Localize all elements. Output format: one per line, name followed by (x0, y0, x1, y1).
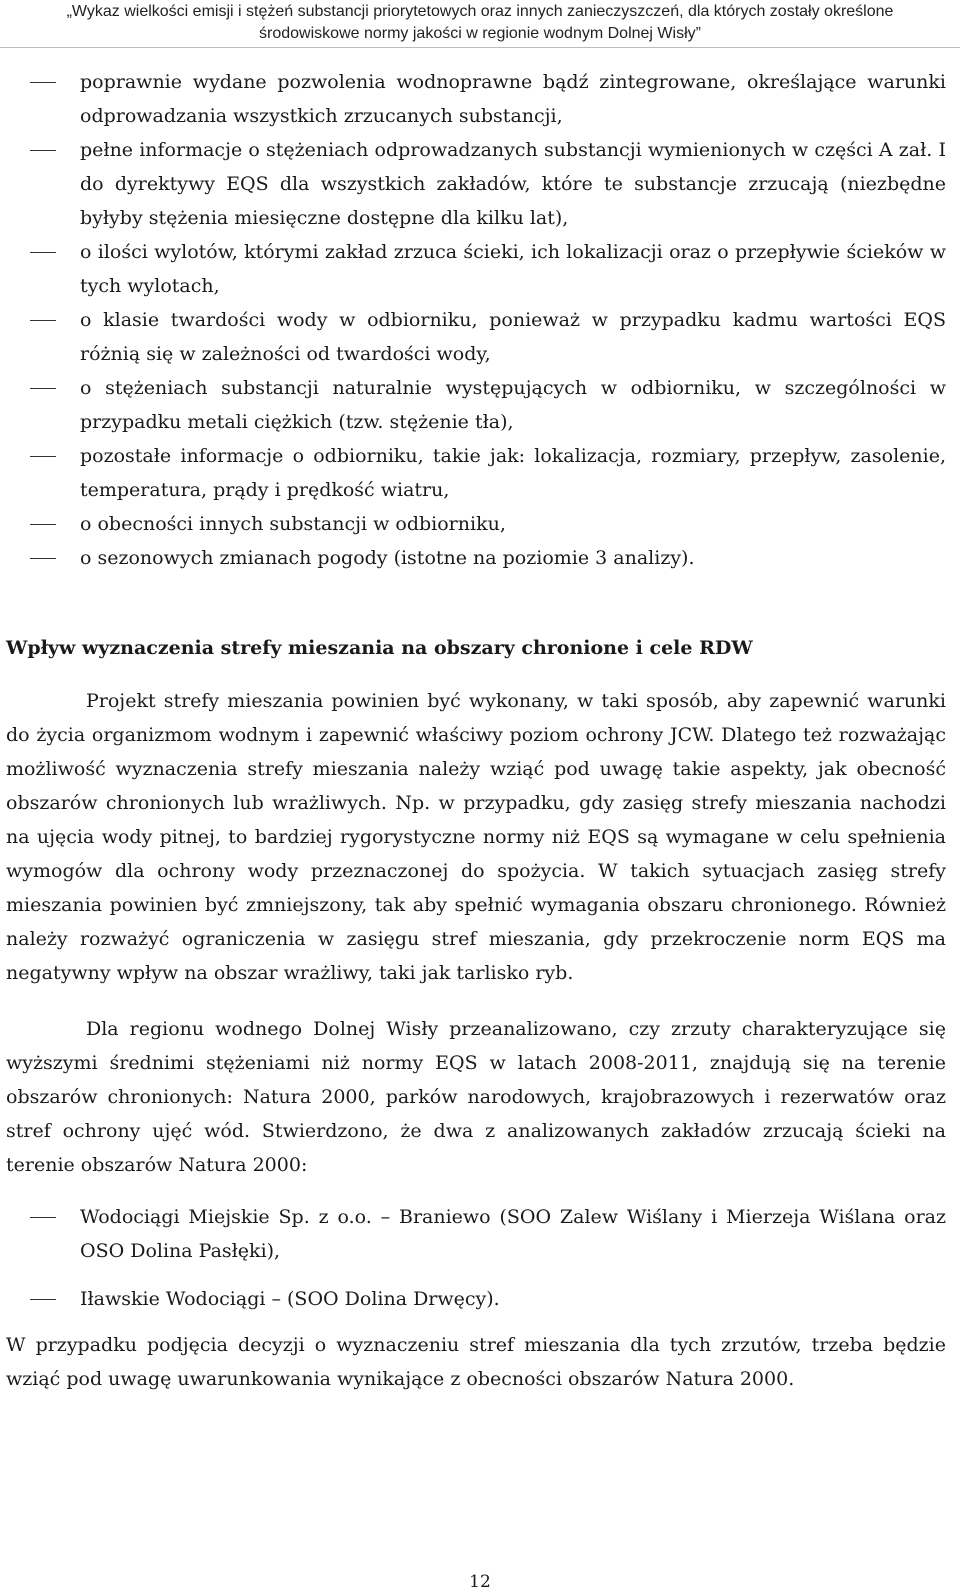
dash-bullet (30, 1217, 56, 1218)
list-item-text: o obecności innych substancji w odbiorniku, (80, 513, 506, 535)
list-item-text: Wodociągi Miejskie Sp. z o.o. – Braniewo (SOO Zalew Wiślany i Mierzeja Wiślana oraz OSO Dolina Pasłęki), (80, 1206, 946, 1262)
dash-bullet (30, 388, 56, 389)
paragraph-conclusion: W przypadku podjęcia decyzji o wyznaczeniu stref mieszania dla tych zrzutów, trzeba będzie wziąć pod uwagę uwarunkowania wynikające z obecności obszarów Natura 2000. (6, 1334, 946, 1390)
list-item (6, 507, 946, 541)
paragraph-lower-vistula-analysis: Dla regionu wodnego Dolnej Wisły przeanalizowano, czy zrzuty charakteryzujące się wyższymi średnimi stężeniami niż normy EQS w latach 2008-2011, znajdują się na terenie obszarów chronionych: Natura 2000, parków narodowych, krajobrazowych i rezerwatów oraz stref ochrony ujęć wód. Stwierdzono, że dwa z analizowanych zakładów zrzucają ścieki na terenie obszarów Natura 2000: (6, 1018, 946, 1176)
dash-bullet (30, 150, 56, 151)
list-item-text: o sezonowych zmianach pogody (istotne na poziomie 3 analizy). (80, 547, 695, 569)
dash-bullet (30, 1299, 56, 1300)
dash-bullet (30, 524, 56, 525)
section-heading: Wpływ wyznaczenia strefy mieszania na obszary chronione i cele RDW (6, 637, 753, 659)
page-body (6, 65, 946, 1396)
list-item-text: o klasie twardości wody w odbiorniku, ponieważ w przypadku kadmu wartości EQS różnią się w zależności od twardości wody, (80, 309, 946, 365)
natura-sites-list (6, 1200, 946, 1316)
dash-bullet (30, 456, 56, 457)
dash-bullet (30, 82, 56, 83)
list-item (6, 65, 946, 133)
list-item (6, 439, 946, 507)
page-number: 12 (469, 1572, 491, 1592)
list-item-text: Iławskie Wodociągi – (SOO Dolina Drwęcy). (80, 1288, 500, 1310)
list-item (6, 541, 946, 575)
list-item-text: poprawnie wydane pozwolenia wodnoprawne bądź zintegrowane, określające warunki odprowadzania wszystkich zrzucanych substancji, (80, 71, 946, 127)
list-item (6, 235, 946, 303)
dash-bullet (30, 558, 56, 559)
list-item-text: o stężeniach substancji naturalnie występujących w odbiorniku, w szczególności w przypadku metali ciężkich (tzw. stężenie tła), (80, 377, 946, 433)
list-item (6, 303, 946, 371)
header-line-2: środowiskowe normy jakości w regionie wodnym Dolnej Wisły” (259, 25, 701, 42)
list-item-text: pełne informacje o stężeniach odprowadzanych substancji wymienionych w części A zał. I do dyrektywy EQS dla wszystkich zakładów, które te substancje zrzucają (niezbędne byłyby stężenia miesięczne dostępne dla kilku lat), (80, 139, 946, 229)
list-item-text: o ilości wylotów, którymi zakład zrzuca ścieki, ich lokalizacji oraz o przepływie ścieków w tych wylotach, (80, 241, 946, 297)
list-item-text: pozostałe informacje o odbiorniku, takie jak: lokalizacja, rozmiary, przepływ, zasolenie, temperatura, prądy i prędkość wiatru, (80, 445, 946, 501)
list-item (6, 1200, 946, 1268)
running-header (0, 0, 960, 45)
header-divider (0, 47, 960, 48)
header-line-1: „Wykaz wielkości emisji i stężeń substancji priorytetowych oraz innych zanieczyszczeń, dla których zostały określone (66, 3, 894, 20)
paragraph-mixing-zone-design: Projekt strefy mieszania powinien być wykonany, w taki sposób, aby zapewnić warunki do życia organizmom wodnym i zapewnić właściwy poziom ochrony JCW. Dlatego też rozważając możliwość wyznaczenia strefy mieszania należy wziąć pod uwagę takie aspekty, jak obecność obszarów chronionych lub wrażliwych. Np. w przypadku, gdy zasięg strefy mieszania nachodzi na ujęcia wody pitnej, to bardziej rygorystyczne normy niż EQS są wymagane w celu spełnienia wymogów dla ochrony wody przeznaczonej do spożycia. W takich sytuacjach zasięg strefy mieszania powinien być zmniejszony, tak aby spełnić wymagania obszaru chronionego. Również należy rozważyć ograniczenia w zasięgu stref mieszania, gdy przekroczenie norm EQS ma negatywny wpływ na obszar wrażliwy, taki jak tarlisko ryb. (6, 690, 946, 984)
list-item (6, 371, 946, 439)
list-item (6, 133, 946, 235)
requirements-list (6, 65, 946, 575)
list-item (6, 1282, 946, 1316)
dash-bullet (30, 252, 56, 253)
dash-bullet (30, 320, 56, 321)
